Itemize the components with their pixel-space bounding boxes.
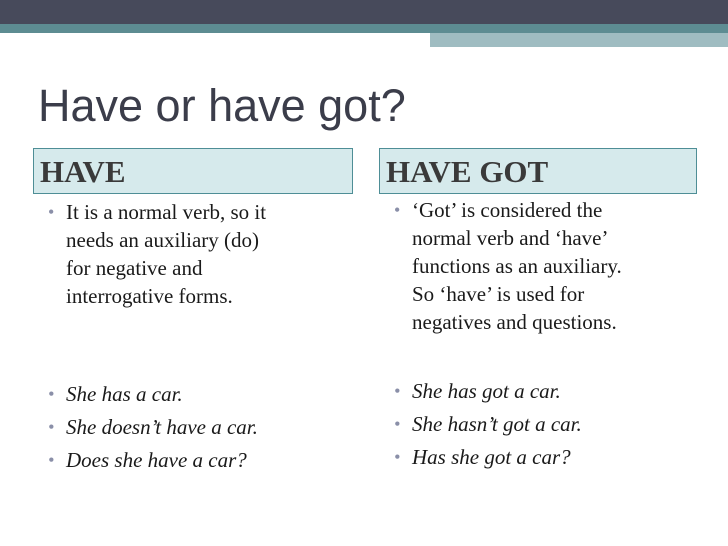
description-line: needs an auxiliary (do): [66, 228, 260, 252]
have-got-description-item: [388, 196, 698, 336]
bullet-icon: •: [48, 202, 55, 222]
have-got-examples-list: [388, 377, 698, 476]
have-description-item: [42, 198, 342, 310]
example-item: [42, 380, 352, 408]
example-text: Does she have a car?: [66, 448, 247, 472]
bullet-icon: •: [48, 450, 55, 470]
slide-title: Have or have got?: [38, 80, 406, 131]
example-text: Has she got a car?: [412, 445, 571, 469]
description-line: interrogative forms.: [66, 284, 233, 308]
example-item: [388, 377, 698, 405]
description-line: normal verb and ‘have’: [412, 226, 609, 250]
example-item: [388, 410, 698, 438]
bullet-icon: •: [394, 447, 401, 467]
bullet-icon: •: [394, 200, 401, 220]
example-text: She hasn’t got a car.: [412, 412, 582, 436]
top-teal-stripe: [0, 24, 728, 33]
have-got-column-header: HAVE GOT: [379, 148, 697, 194]
example-text: She has a car.: [66, 382, 183, 406]
description-line: ‘Got’ is considered the: [412, 198, 603, 222]
example-item: [388, 443, 698, 471]
example-text: She has got a car.: [412, 379, 561, 403]
description-line: for negative and: [66, 256, 203, 280]
description-line: So ‘have’ is used for: [412, 282, 585, 306]
top-decorative-band: [0, 0, 728, 24]
have-column-header: HAVE: [33, 148, 353, 194]
example-text: She doesn’t have a car.: [66, 415, 258, 439]
have-examples-list: [42, 380, 352, 479]
bullet-icon: •: [48, 384, 55, 404]
description-line: functions as an auxiliary.: [412, 254, 622, 278]
top-light-tab: [430, 33, 728, 47]
description-line: It is a normal verb, so it: [66, 200, 267, 224]
example-item: [42, 446, 352, 474]
bullet-icon: •: [394, 414, 401, 434]
have-got-description-list: [388, 196, 698, 336]
bullet-icon: •: [48, 417, 55, 437]
example-item: [42, 413, 352, 441]
description-line: negatives and questions.: [412, 310, 617, 334]
have-description-list: [42, 198, 342, 310]
bullet-icon: •: [394, 381, 401, 401]
